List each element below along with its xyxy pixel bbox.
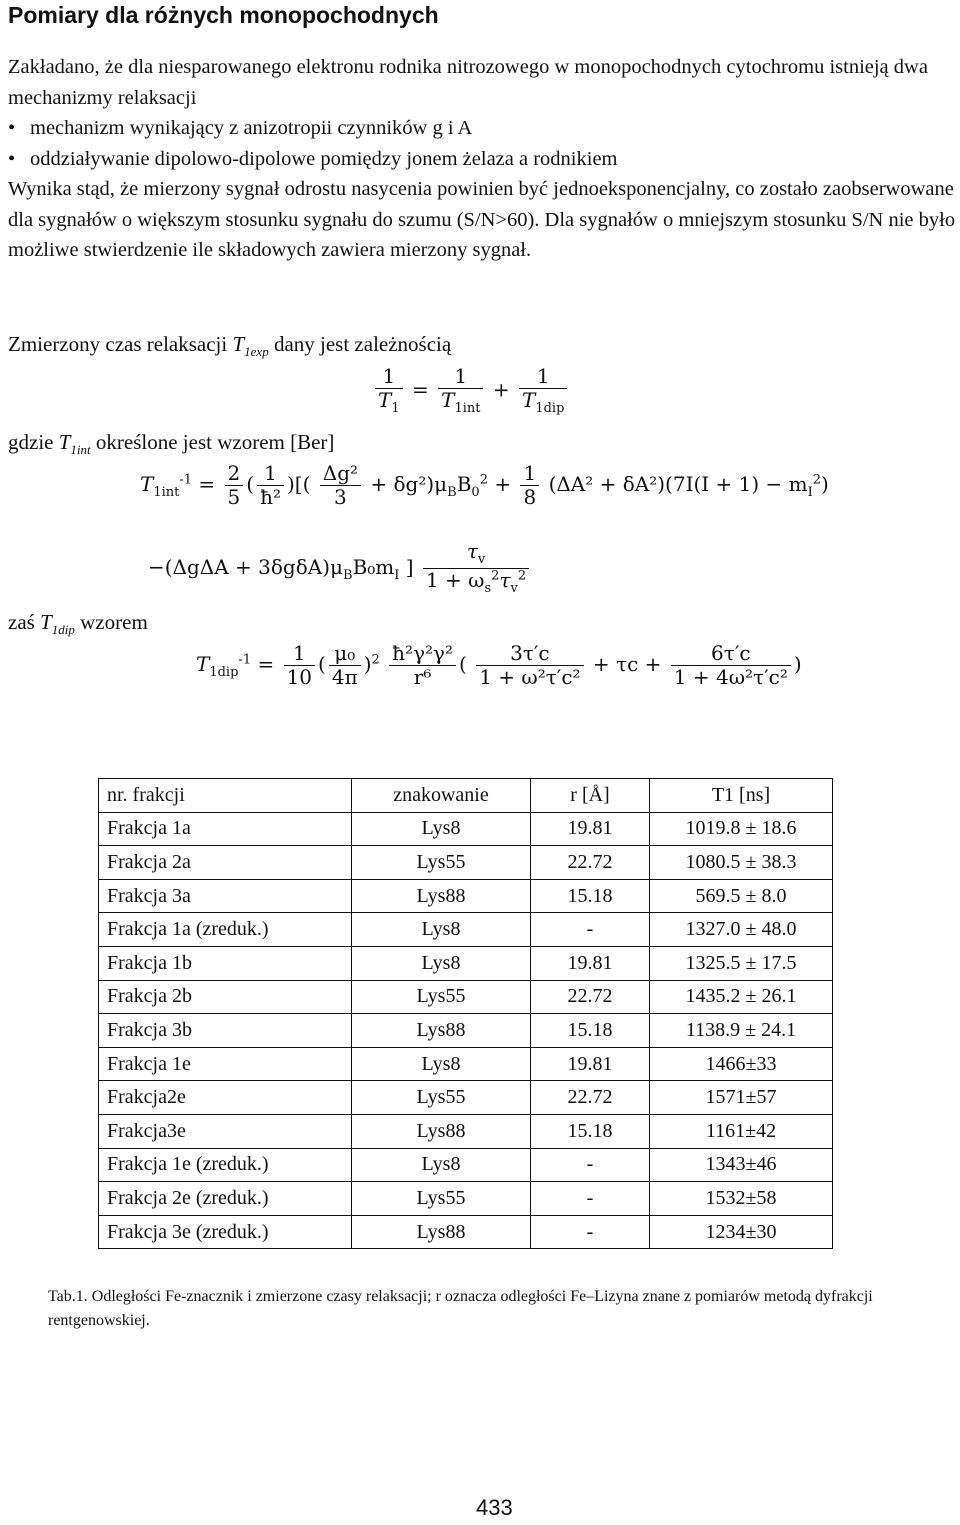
table-row: [99, 1215, 833, 1249]
table-cell: 22.72: [531, 980, 650, 1014]
equation-t1dip: $T_{1dip}^{-1}$ = $\frac{1}{10}$ ( $\frac{\text{μ₀}}{4\pi}$ )$^2$ $\frac{\text{ħ²γ²γ²}}{\text{r⁶}}$ ( $\frac{3\tau'c}{\text{1 + ω²τ′c²}}$ + τc + $\frac{6\tau'c}{\text{1 + 4ω²τ′c²}}$ ): [196, 641, 802, 689]
table-cell: Lys55: [352, 1081, 531, 1115]
table-cell: 1571±57: [650, 1081, 833, 1115]
table-cell: Lys8: [352, 913, 531, 947]
table-cell: Lys8: [352, 1148, 531, 1182]
table-cell: Frakcja 2e (zreduk.): [99, 1182, 352, 1216]
gdzie-line: gdzie $T_{1int}$ określone jest wzorem [Ber]: [8, 430, 335, 458]
table-cell: 1466±33: [650, 1047, 833, 1081]
table-cell: 1138.9 ± 24.1: [650, 1014, 833, 1048]
page-heading: Pomiary dla różnych monopochodnych: [8, 2, 439, 28]
t1exp-symbol: $T_{1exp}$: [232, 332, 269, 360]
table-cell: 15.18: [531, 1114, 650, 1148]
table-cell: Frakcja 3e (zreduk.): [99, 1215, 352, 1249]
table-cell: 22.72: [531, 846, 650, 880]
table-cell: 19.81: [531, 1047, 650, 1081]
intro-paragraph-2: Wynika stąd, że mierzony sygnał odrostu nasycenia powinien być jednoeksponencjalny, co zostało zaobserwowane dla sygnałów o większym stosunku sygnału do szumu (S/N>60). Dla sygnałów o mniejszym stosunku S/N nie było możliwe stwierdzenie ile składowych zawiera mierzony sygnał.: [8, 178, 956, 261]
table-cell: -: [531, 1182, 650, 1216]
table-cell: znakowanie: [352, 779, 531, 813]
table-cell: Lys55: [352, 846, 531, 880]
table-cell: Frakcja 1a: [99, 812, 352, 846]
table-row: [99, 913, 833, 947]
bullet-item-2: • oddziaływanie dipolowo-dipolowe pomiędzy jonem żelaza a rodnikiem: [8, 144, 956, 175]
table-cell: Frakcja 3a: [99, 879, 352, 913]
table-cell: 1435.2 ± 26.1: [650, 980, 833, 1014]
table-cell: 1343±46: [650, 1148, 833, 1182]
table-cell: T1 [ns]: [650, 779, 833, 813]
table-cell: nr. frakcji: [99, 779, 352, 813]
table-cell: Frakcja 1e: [99, 1047, 352, 1081]
table-row: [99, 1047, 833, 1081]
relaxation-intro-line: Zmierzony czas relaksacji $T_{1exp}$ dany jest zależnością: [8, 332, 452, 360]
table-cell: Frakcja3e: [99, 1114, 352, 1148]
page-number: 433: [476, 1495, 513, 1520]
table-cell: Frakcja2e: [99, 1081, 352, 1115]
table-row: [99, 879, 833, 913]
table-cell: Lys88: [352, 1215, 531, 1249]
equation-t1int: $T_{1int}^{-1}$ = $\frac{2}{5}$ ( $\frac{1}{\text{ħ²}}$ )[( $\frac{\text{Δg²}}{3}$ + $\delta g^2)\mu_BB_0^2$ + $\frac{1}{8}$ $(\Delta A^2 + \delta A^2)(7I(I + 1) - m_I^2)$: [140, 461, 829, 509]
table-cell: 19.81: [531, 946, 650, 980]
table-row: [99, 1182, 833, 1216]
results-table: [98, 778, 833, 1249]
table-row: [99, 812, 833, 846]
table-cell: 1234±30: [650, 1215, 833, 1249]
zas-line: zaś $T_{1dip}$ wzorem: [8, 610, 148, 638]
table-row: [99, 1014, 833, 1048]
table-cell: Frakcja 3b: [99, 1014, 352, 1048]
table-cell: Frakcja 2a: [99, 846, 352, 880]
table-caption: Tab.1. Odległości Fe-znacznik i zmierzone czasy relaksacji; r oznacza odległości Fe–Lizyna znane z pomiarów metodą dyfrakcji rentgenowskiej.: [48, 1288, 873, 1329]
table-cell: Lys55: [352, 1182, 531, 1216]
table-cell: Frakcja 1e (zreduk.): [99, 1148, 352, 1182]
bullet-item-1: • mechanizm wynikający z anizotropii czynników g i A: [8, 113, 956, 144]
table-cell: 1325.5 ± 17.5: [650, 946, 833, 980]
table-cell: -: [531, 1148, 650, 1182]
table-row: [99, 946, 833, 980]
intro-text: [8, 52, 956, 266]
table-cell: 1019.8 ± 18.6: [650, 812, 833, 846]
table-cell: -: [531, 913, 650, 947]
table-cell: Lys88: [352, 1014, 531, 1048]
table-cell: 15.18: [531, 879, 650, 913]
table-header-row: [99, 779, 833, 813]
table-cell: 1532±58: [650, 1182, 833, 1216]
table-cell: r [Å]: [531, 779, 650, 813]
table-row: [99, 1081, 833, 1115]
table-cell: Lys55: [352, 980, 531, 1014]
table-row: [99, 846, 833, 880]
table-cell: Lys88: [352, 1114, 531, 1148]
table-cell: Frakcja 1a (zreduk.): [99, 913, 352, 947]
table-cell: 569.5 ± 8.0: [650, 879, 833, 913]
table-cell: 19.81: [531, 812, 650, 846]
table-cell: Lys8: [352, 812, 531, 846]
table-cell: Frakcja 2b: [99, 980, 352, 1014]
equation-relaxation-sum: $\frac{1}{T_1}$ = $\frac{1}{T_{1int}}$ + $\frac{1}{T_{1dip}}$: [372, 365, 570, 417]
table-cell: 1327.0 ± 48.0: [650, 913, 833, 947]
table-cell: 1161±42: [650, 1114, 833, 1148]
table-cell: 1080.5 ± 38.3: [650, 846, 833, 880]
intro-paragraph-1: Zakładano, że dla niesparowanego elektronu rodnika nitrozowego w monopochodnych cytochromu istnieją dwa mechanizmy relaksacji: [8, 56, 928, 109]
equation-t1int-line2: $-(\Delta g\Delta A + 3\delta g\delta A)\mu_BB_0m_I$ ] $\frac{\tau_v}{1 + \omega_s^2\tau_v^2}$: [148, 540, 532, 597]
table-cell: 22.72: [531, 1081, 650, 1115]
table-cell: Lys8: [352, 1047, 531, 1081]
table-cell: 15.18: [531, 1014, 650, 1048]
table-cell: Lys88: [352, 879, 531, 913]
table-row: [99, 1148, 833, 1182]
table-cell: -: [531, 1215, 650, 1249]
table-row: [99, 980, 833, 1014]
table-cell: Lys8: [352, 946, 531, 980]
table-row: [99, 1114, 833, 1148]
table-cell: Frakcja 1b: [99, 946, 352, 980]
